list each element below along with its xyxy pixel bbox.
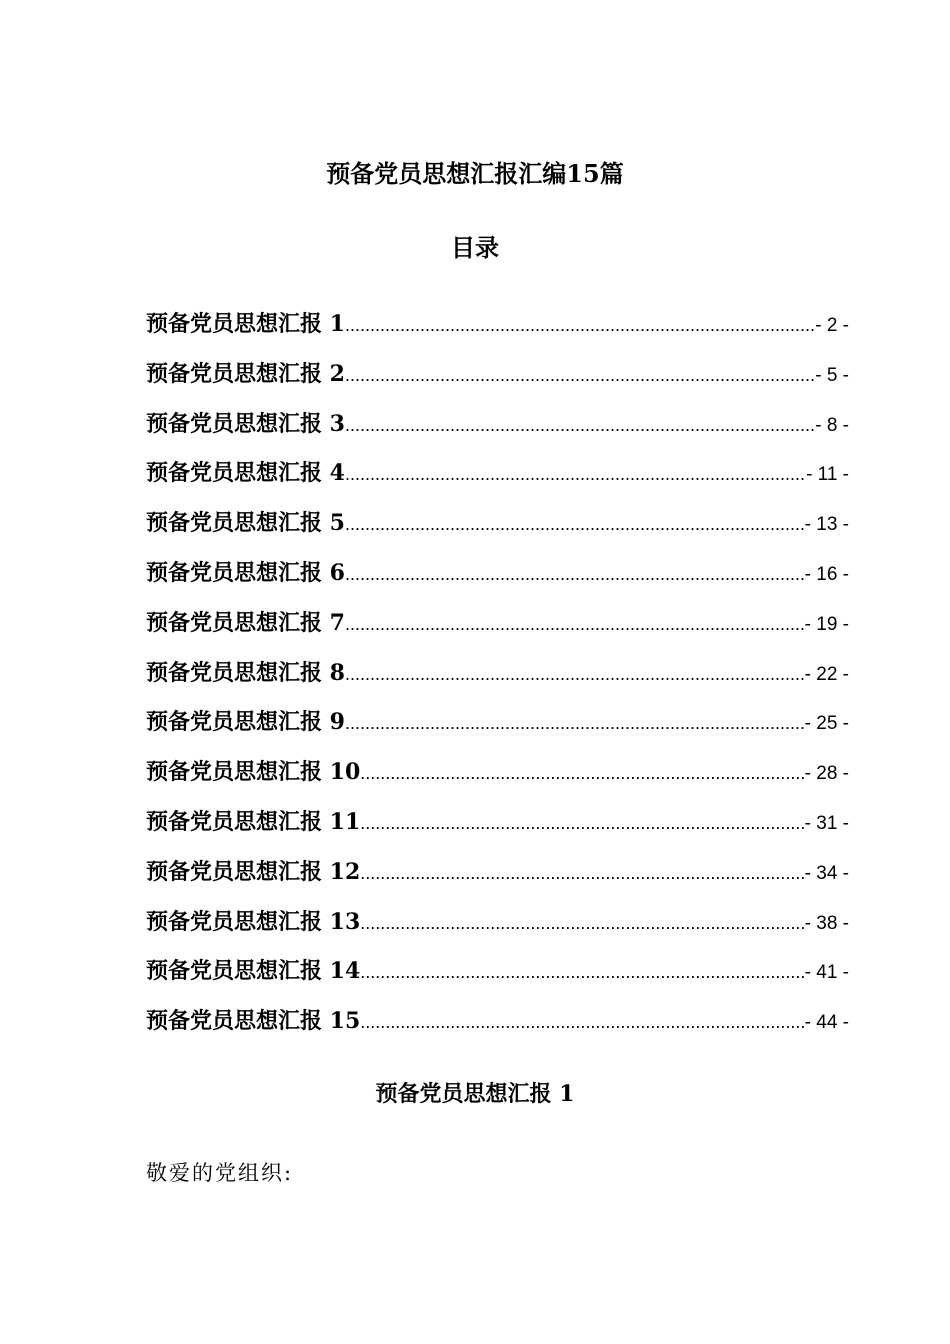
toc-leader-dots (360, 803, 804, 843)
toc-entry-9[interactable] (146, 702, 849, 752)
toc-entry-11[interactable] (146, 802, 849, 852)
toc-entry-page: - 44 - (804, 1012, 849, 1034)
toc-leader-dots (345, 654, 805, 694)
toc-entry-page: - 34 - (804, 862, 849, 884)
toc-entry-10[interactable] (146, 752, 849, 802)
toc-entry-page: - 19 - (804, 613, 849, 635)
toc-entry-12[interactable] (146, 852, 849, 902)
toc-leader-dots (345, 703, 805, 743)
toc-entry-page: - 22 - (804, 663, 849, 685)
toc-entry-label: 预备党员思想汇报 10 (146, 759, 361, 786)
document-title: 预备党员思想汇报汇编15篇 (326, 159, 624, 188)
toc-entry-label: 预备党员思想汇报 4 (146, 460, 345, 487)
toc-entry-page: - 11 - (806, 464, 849, 486)
toc-entry-label: 预备党员思想汇报 3 (146, 410, 345, 437)
toc-leader-dots (360, 1002, 804, 1042)
toc-entry-label: 预备党员思想汇报 5 (146, 510, 345, 537)
toc-leader-dots (345, 454, 806, 494)
toc-entry-page: - 25 - (804, 713, 849, 735)
toc-entry-label: 预备党员思想汇报 1 (146, 311, 345, 337)
toc-entry-4[interactable] (146, 453, 849, 503)
toc-entry-label: 预备党员思想汇报 8 (146, 659, 345, 686)
toc-entry-page: - 13 - (804, 514, 849, 536)
toc-leader-dots (345, 355, 815, 395)
toc-entry-15[interactable] (146, 1001, 849, 1051)
toc-entry-label: 预备党员思想汇报 13 (146, 908, 361, 935)
toc-leader-dots (360, 952, 804, 992)
toc-entry-page: - 41 - (804, 962, 849, 984)
salutation-text: 敬爱的党组织: (146, 1161, 294, 1185)
toc-leader-dots (345, 504, 805, 544)
toc-leader-dots (360, 903, 804, 943)
toc-entry-13[interactable] (146, 902, 849, 952)
toc-entry-14[interactable] (146, 951, 849, 1001)
section-heading: 预备党员思想汇报 1 (375, 1081, 575, 1107)
toc-entry-page: - 5 - (815, 364, 849, 386)
toc-entry-page: - 2 - (815, 315, 849, 336)
toc-entry-page: - 28 - (804, 763, 849, 785)
toc-entry-page: - 8 - (815, 414, 849, 436)
toc-entry-label: 预备党员思想汇报 9 (146, 709, 345, 736)
toc-entry-label: 预备党员思想汇报 2 (146, 360, 345, 387)
toc-entry-page: - 38 - (804, 912, 849, 934)
toc-entry-6[interactable] (146, 553, 849, 603)
toc-entry-label: 预备党员思想汇报 6 (146, 559, 345, 586)
toc-leader-dots (345, 554, 805, 594)
toc-entry-3[interactable] (146, 404, 849, 454)
toc-entry-7[interactable] (146, 603, 849, 653)
toc-entry-page: - 31 - (804, 812, 849, 834)
toc-leader-dots (345, 405, 815, 445)
toc-entry-label: 预备党员思想汇报 14 (146, 958, 361, 985)
toc-entry-5[interactable] (146, 503, 849, 553)
toc-leader-dots (360, 753, 804, 793)
toc-leader-dots (345, 305, 815, 345)
table-of-contents (146, 304, 849, 1051)
toc-heading: 目录 (451, 233, 499, 262)
toc-entry-2[interactable] (146, 354, 849, 404)
toc-entry-label: 预备党员思想汇报 12 (146, 858, 361, 885)
toc-leader-dots (360, 853, 804, 893)
toc-entry-label: 预备党员思想汇报 7 (146, 609, 345, 636)
toc-entry-label: 预备党员思想汇报 11 (146, 808, 361, 835)
toc-leader-dots (345, 604, 805, 644)
toc-entry-label: 预备党员思想汇报 15 (146, 1008, 361, 1035)
toc-entry-page: - 16 - (804, 563, 849, 585)
toc-entry-8[interactable] (146, 653, 849, 703)
toc-entry-1[interactable] (146, 304, 849, 354)
